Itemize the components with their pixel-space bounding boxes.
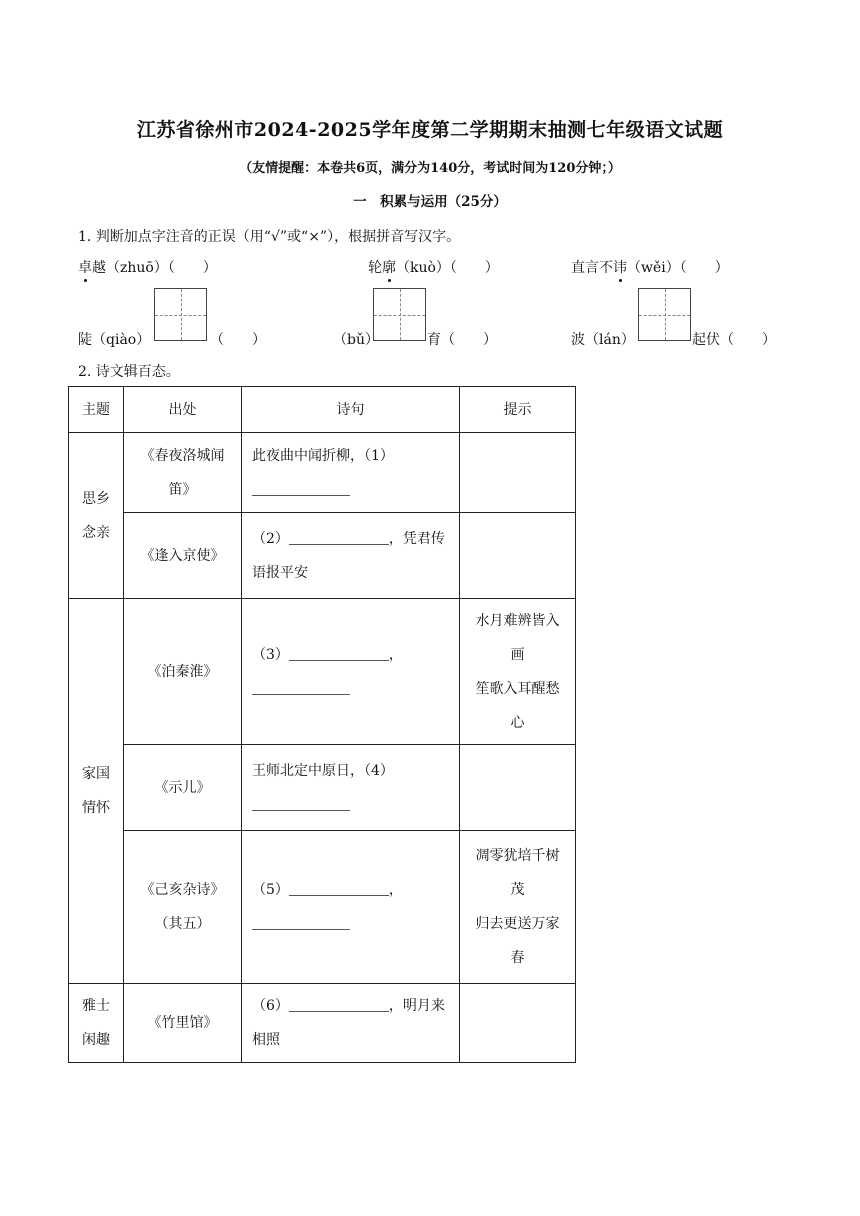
pinyin-item-text: 越（zhuō）（ ） [92, 260, 217, 276]
table-row [69, 745, 576, 831]
verse-cell [242, 745, 460, 831]
hint-line: 笙歌入耳醒愁 [475, 680, 560, 697]
dotted-char: 廓 [382, 257, 396, 277]
theme-line: 闲趣 [82, 1032, 110, 1048]
pinyin-item-4-post: （ ） [210, 332, 266, 348]
answer-blank-3a[interactable] [289, 644, 389, 661]
pinyin-item-text: （kuò）（ ） [396, 260, 499, 276]
question-2-stem: 2. 诗文辑百态。 [78, 364, 180, 380]
header-source: 出处 [124, 387, 242, 433]
theme-cell [69, 599, 124, 984]
source-line: 《春夜洛城闻 [140, 447, 225, 464]
answer-blank-1[interactable] [252, 479, 350, 496]
table-row [69, 433, 576, 513]
exam-note: （友情提醒：本卷共6页，满分为140分，考试时间为120分钟；） [239, 161, 621, 176]
verse-cell [242, 513, 460, 599]
pinyin-item-3 [571, 257, 729, 277]
section-heading: 一 积累与运用（25分） [353, 194, 507, 210]
answer-blank-4[interactable] [252, 794, 350, 811]
verse-cell [242, 433, 460, 513]
table-row [69, 513, 576, 599]
header-hint: 提示 [460, 387, 576, 433]
theme-line: 思乡 [82, 490, 110, 507]
theme-line: 雅士 [82, 998, 110, 1014]
verse-text: 王师北定中原日，（4） [252, 762, 394, 779]
hint-line: 心 [510, 714, 525, 731]
verse-text: ，凭君传语报平安 [252, 530, 445, 581]
header-verse: 诗句 [242, 387, 460, 433]
question-1-stem: 1. 判断加点字注音的正误（用“√”或“×”），根据拼音写汉字。 [78, 229, 461, 245]
answer-blank-5b[interactable] [252, 913, 350, 930]
source-line: 笛》 [168, 481, 197, 498]
answer-blank-3b[interactable] [252, 678, 350, 695]
verse-cell [242, 831, 460, 984]
poetry-table [68, 386, 576, 1063]
pinyin-item-pre: 轮 [368, 260, 382, 276]
verse-cell [242, 599, 460, 745]
pinyin-item-pre: 直言不 [571, 260, 613, 276]
pinyin-item-1 [78, 257, 217, 277]
table-row [69, 599, 576, 745]
pinyin-item-4-pre: 陡（qiào） [78, 332, 151, 348]
hint-line: 归去更送万家 [475, 916, 560, 932]
hint-cell [460, 745, 576, 831]
source-line: （其五） [154, 916, 211, 932]
hint-cell [460, 433, 576, 513]
hint-line: 画 [510, 646, 525, 663]
exam-title: 江苏省徐州市2024-2025学年度第二学期期末抽测七年级语文试题 [136, 119, 724, 141]
dotted-char: 讳 [613, 257, 627, 277]
hint-cell [460, 513, 576, 599]
hint-line: 春 [510, 950, 525, 966]
theme-line: 情怀 [82, 800, 110, 816]
source-cell [124, 745, 242, 831]
pinyin-item-5-post: 育（ ） [427, 332, 497, 348]
verse-text: ， [388, 646, 403, 663]
verse-text: （5） [252, 882, 289, 898]
table-row [69, 984, 576, 1063]
verse-text: （2） [252, 530, 289, 547]
verse-text: ， [388, 882, 403, 898]
pinyin-item-5-pre: （bǔ） [333, 332, 379, 348]
verse-text: 此夜曲中闻折柳，（1） [252, 447, 394, 464]
char-write-box-1[interactable] [154, 288, 207, 341]
answer-blank-5a[interactable] [289, 879, 389, 896]
source-line: 《示儿》 [154, 779, 211, 796]
theme-line: 念亲 [82, 524, 110, 541]
source-line: 《泊秦淮》 [147, 663, 218, 680]
pinyin-item-text: （wěi）（ ） [627, 260, 729, 276]
pinyin-item-2 [368, 257, 499, 277]
source-cell [124, 599, 242, 745]
source-cell [124, 433, 242, 513]
hint-cell [460, 831, 576, 984]
dotted-char: 卓 [78, 257, 92, 277]
answer-blank-6[interactable] [289, 995, 389, 1012]
source-line: 《己亥杂诗》 [140, 882, 225, 898]
verse-text: （3） [252, 646, 289, 663]
hint-line: 凋零犹培千树 [475, 848, 560, 864]
hint-line: 茂 [510, 882, 525, 898]
theme-cell [69, 984, 124, 1063]
source-cell [124, 984, 242, 1063]
theme-cell [69, 433, 124, 599]
pinyin-item-6-pre: 波（lán） [571, 332, 635, 348]
theme-line: 家国 [82, 766, 110, 782]
source-line: 《逢入京使》 [140, 547, 225, 564]
verse-cell [242, 984, 460, 1063]
table-header-row [69, 387, 576, 433]
hint-line: 水月难辨皆入 [475, 612, 560, 629]
source-cell [124, 513, 242, 599]
verse-text: （6） [252, 998, 289, 1014]
hint-cell [460, 599, 576, 745]
char-write-box-2[interactable] [373, 288, 426, 341]
source-line: 《竹里馆》 [147, 1015, 218, 1031]
source-cell [124, 831, 242, 984]
answer-blank-2[interactable] [289, 528, 389, 545]
table-row [69, 831, 576, 984]
char-write-box-3[interactable] [638, 288, 691, 341]
verse-text: ，明月来相照 [252, 998, 445, 1048]
header-theme: 主题 [69, 387, 124, 433]
pinyin-item-6-post: 起伏（ ） [692, 332, 776, 348]
hint-cell [460, 984, 576, 1063]
